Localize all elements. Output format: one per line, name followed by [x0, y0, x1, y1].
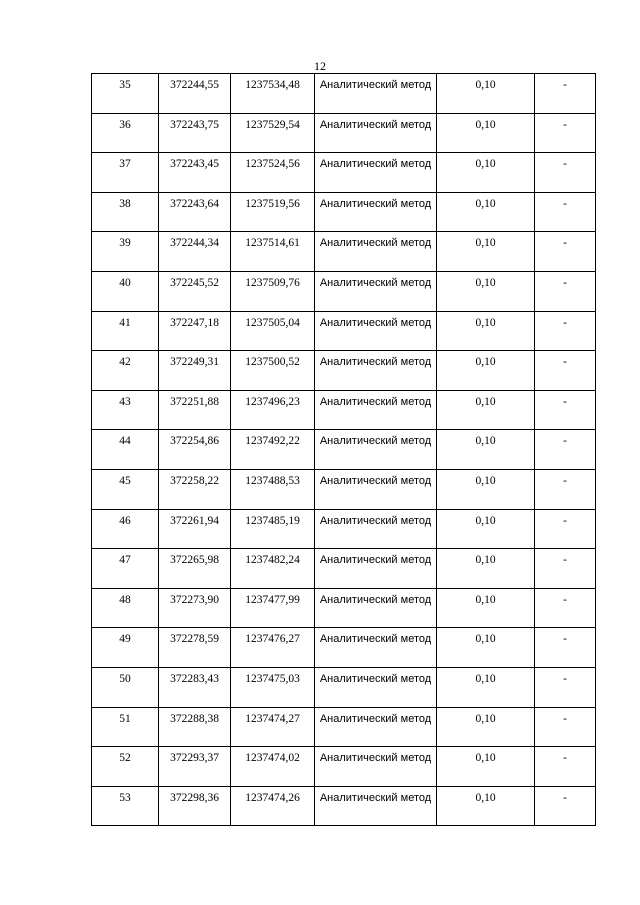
x-coordinate-cell: 372293,37 — [159, 747, 231, 787]
method-cell: Аналитический метод — [315, 351, 437, 391]
accuracy-cell: 0,10 — [437, 707, 535, 747]
method-cell: Аналитический метод — [315, 628, 437, 668]
y-coordinate-cell: 1237492,22 — [231, 430, 315, 470]
description-cell: - — [535, 469, 596, 509]
method-cell: Аналитический метод — [315, 549, 437, 589]
x-coordinate-cell: 372261,94 — [159, 509, 231, 549]
y-coordinate-cell: 1237505,04 — [231, 311, 315, 351]
y-coordinate-cell: 1237534,48 — [231, 74, 315, 114]
description-cell: - — [535, 707, 596, 747]
accuracy-cell: 0,10 — [437, 153, 535, 193]
accuracy-cell: 0,10 — [437, 588, 535, 628]
table-row — [92, 390, 596, 430]
description-cell: - — [535, 430, 596, 470]
description-cell: - — [535, 588, 596, 628]
accuracy-cell: 0,10 — [437, 549, 535, 589]
accuracy-cell: 0,10 — [437, 113, 535, 153]
description-cell: - — [535, 628, 596, 668]
description-cell: - — [535, 390, 596, 430]
description-cell: - — [535, 747, 596, 787]
accuracy-cell: 0,10 — [437, 390, 535, 430]
x-coordinate-cell: 372244,55 — [159, 74, 231, 114]
accuracy-cell: 0,10 — [437, 192, 535, 232]
point-number-cell: 39 — [92, 232, 159, 272]
x-coordinate-cell: 372273,90 — [159, 588, 231, 628]
point-number-cell: 38 — [92, 192, 159, 232]
y-coordinate-cell: 1237496,23 — [231, 390, 315, 430]
point-number-cell: 35 — [92, 74, 159, 114]
y-coordinate-cell: 1237529,54 — [231, 113, 315, 153]
table-row — [92, 351, 596, 391]
point-number-cell: 45 — [92, 469, 159, 509]
method-cell: Аналитический метод — [315, 430, 437, 470]
table-row — [92, 271, 596, 311]
table-row — [92, 311, 596, 351]
x-coordinate-cell: 372243,64 — [159, 192, 231, 232]
accuracy-cell: 0,10 — [437, 430, 535, 470]
x-coordinate-cell: 372247,18 — [159, 311, 231, 351]
method-cell: Аналитический метод — [315, 232, 437, 272]
point-number-cell: 42 — [92, 351, 159, 391]
x-coordinate-cell: 372244,34 — [159, 232, 231, 272]
point-number-cell: 41 — [92, 311, 159, 351]
method-cell: Аналитический метод — [315, 509, 437, 549]
y-coordinate-cell: 1237519,56 — [231, 192, 315, 232]
y-coordinate-cell: 1237474,27 — [231, 707, 315, 747]
method-cell: Аналитический метод — [315, 667, 437, 707]
method-cell: Аналитический метод — [315, 74, 437, 114]
point-number-cell: 44 — [92, 430, 159, 470]
y-coordinate-cell: 1237474,26 — [231, 786, 315, 826]
accuracy-cell: 0,10 — [437, 271, 535, 311]
table-row — [92, 628, 596, 668]
x-coordinate-cell: 372278,59 — [159, 628, 231, 668]
x-coordinate-cell: 372243,45 — [159, 153, 231, 193]
x-coordinate-cell: 372251,88 — [159, 390, 231, 430]
y-coordinate-cell: 1237509,76 — [231, 271, 315, 311]
description-cell: - — [535, 74, 596, 114]
x-coordinate-cell: 372249,31 — [159, 351, 231, 391]
y-coordinate-cell: 1237485,19 — [231, 509, 315, 549]
y-coordinate-cell: 1237482,24 — [231, 549, 315, 589]
x-coordinate-cell: 372245,52 — [159, 271, 231, 311]
x-coordinate-cell: 372243,75 — [159, 113, 231, 153]
accuracy-cell: 0,10 — [437, 628, 535, 668]
point-number-cell: 36 — [92, 113, 159, 153]
method-cell: Аналитический метод — [315, 469, 437, 509]
y-coordinate-cell: 1237500,52 — [231, 351, 315, 391]
y-coordinate-cell: 1237475,03 — [231, 667, 315, 707]
table-row — [92, 747, 596, 787]
point-number-cell: 52 — [92, 747, 159, 787]
point-number-cell: 49 — [92, 628, 159, 668]
point-number-cell: 43 — [92, 390, 159, 430]
point-number-cell: 46 — [92, 509, 159, 549]
y-coordinate-cell: 1237514,61 — [231, 232, 315, 272]
method-cell: Аналитический метод — [315, 588, 437, 628]
accuracy-cell: 0,10 — [437, 311, 535, 351]
accuracy-cell: 0,10 — [437, 469, 535, 509]
description-cell: - — [535, 192, 596, 232]
point-number-cell: 37 — [92, 153, 159, 193]
accuracy-cell: 0,10 — [437, 667, 535, 707]
description-cell: - — [535, 232, 596, 272]
description-cell: - — [535, 153, 596, 193]
description-cell: - — [535, 311, 596, 351]
description-cell: - — [535, 271, 596, 311]
point-number-cell: 51 — [92, 707, 159, 747]
x-coordinate-cell: 372288,38 — [159, 707, 231, 747]
point-number-cell: 48 — [92, 588, 159, 628]
accuracy-cell: 0,10 — [437, 351, 535, 391]
method-cell: Аналитический метод — [315, 786, 437, 826]
y-coordinate-cell: 1237474,02 — [231, 747, 315, 787]
method-cell: Аналитический метод — [315, 747, 437, 787]
method-cell: Аналитический метод — [315, 390, 437, 430]
method-cell: Аналитический метод — [315, 113, 437, 153]
x-coordinate-cell: 372298,36 — [159, 786, 231, 826]
table-body — [92, 74, 596, 826]
table-row — [92, 588, 596, 628]
method-cell: Аналитический метод — [315, 707, 437, 747]
y-coordinate-cell: 1237477,99 — [231, 588, 315, 628]
method-cell: Аналитический метод — [315, 311, 437, 351]
y-coordinate-cell: 1237476,27 — [231, 628, 315, 668]
x-coordinate-cell: 372258,22 — [159, 469, 231, 509]
description-cell: - — [535, 549, 596, 589]
page-number: 12 — [314, 59, 326, 73]
description-cell: - — [535, 667, 596, 707]
description-cell: - — [535, 786, 596, 826]
accuracy-cell: 0,10 — [437, 786, 535, 826]
description-cell: - — [535, 509, 596, 549]
table-row — [92, 707, 596, 747]
y-coordinate-cell: 1237488,53 — [231, 469, 315, 509]
y-coordinate-cell: 1237524,56 — [231, 153, 315, 193]
table-row — [92, 74, 596, 114]
table-row — [92, 192, 596, 232]
table-row — [92, 667, 596, 707]
point-number-cell: 50 — [92, 667, 159, 707]
point-number-cell: 47 — [92, 549, 159, 589]
accuracy-cell: 0,10 — [437, 232, 535, 272]
x-coordinate-cell: 372254,86 — [159, 430, 231, 470]
accuracy-cell: 0,10 — [437, 747, 535, 787]
accuracy-cell: 0,10 — [437, 74, 535, 114]
table-row — [92, 232, 596, 272]
x-coordinate-cell: 372283,43 — [159, 667, 231, 707]
table-row — [92, 786, 596, 826]
method-cell: Аналитический метод — [315, 153, 437, 193]
method-cell: Аналитический метод — [315, 192, 437, 232]
method-cell: Аналитический метод — [315, 271, 437, 311]
table-row — [92, 469, 596, 509]
table-row — [92, 549, 596, 589]
accuracy-cell: 0,10 — [437, 509, 535, 549]
table-row — [92, 509, 596, 549]
table-row — [92, 430, 596, 470]
table-row — [92, 113, 596, 153]
point-number-cell: 40 — [92, 271, 159, 311]
x-coordinate-cell: 372265,98 — [159, 549, 231, 589]
coordinates-table — [91, 73, 596, 826]
description-cell: - — [535, 351, 596, 391]
description-cell: - — [535, 113, 596, 153]
point-number-cell: 53 — [92, 786, 159, 826]
table-row — [92, 153, 596, 193]
